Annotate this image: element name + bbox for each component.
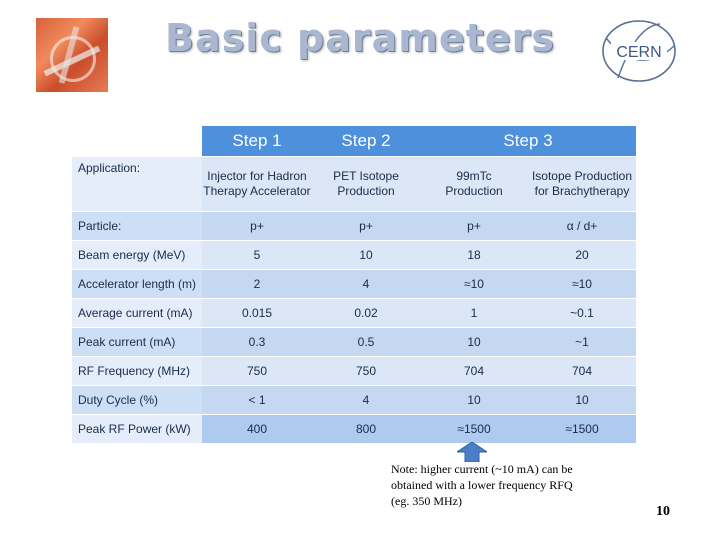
table-cell: 750: [202, 357, 312, 386]
table-cell: PET Isotope Production: [312, 157, 420, 212]
page-title: Basic parameters: [165, 16, 555, 60]
table-cell: 704: [528, 357, 636, 386]
table-cell: Isotope Production for Brachytherapy: [528, 157, 636, 212]
table-header-row: [72, 126, 636, 157]
table-cell: 400: [202, 415, 312, 444]
table-cell: 4: [312, 386, 420, 415]
up-arrow-icon: [457, 442, 487, 462]
table-cell: 10: [420, 386, 528, 415]
table-cell: 5: [202, 241, 312, 270]
table-cell: ≈10: [528, 270, 636, 299]
row-label: Peak current (mA): [72, 328, 202, 357]
table-row: [72, 241, 636, 270]
table-cell: 0.5: [312, 328, 420, 357]
table-cell: 10: [528, 386, 636, 415]
table-cell: 4: [312, 270, 420, 299]
table-cell: ~1: [528, 328, 636, 357]
table-cell: ≈1500: [528, 415, 636, 444]
table-cell: 704: [420, 357, 528, 386]
table-cell: Injector for Hadron Therapy Accelerator: [202, 157, 312, 212]
header-step-1: Step 1: [202, 126, 312, 157]
table-cell: < 1: [202, 386, 312, 415]
table-row: [72, 328, 636, 357]
table-cell: ~0.1: [528, 299, 636, 328]
table-row: [72, 299, 636, 328]
header-step-3: Step 3: [420, 126, 636, 157]
row-label: Average current (mA): [72, 299, 202, 328]
parameters-table: [72, 126, 636, 443]
table-cell: 20: [528, 241, 636, 270]
table-cell: p+: [420, 212, 528, 241]
table-row: [72, 270, 636, 299]
table-cell: 1: [420, 299, 528, 328]
table-cell: 750: [312, 357, 420, 386]
header-step-2: Step 2: [312, 126, 420, 157]
table-cell: ≈10: [420, 270, 528, 299]
table-cell: 800: [312, 415, 420, 444]
row-label: Beam energy (MeV): [72, 241, 202, 270]
page-number: 10: [656, 504, 670, 519]
row-label: Accelerator length (m): [72, 270, 202, 299]
table-cell: 0.3: [202, 328, 312, 357]
row-label: Application:: [72, 157, 202, 212]
table-cell: 2: [202, 270, 312, 299]
table-cell: 0.015: [202, 299, 312, 328]
row-label: RF Frequency (MHz): [72, 357, 202, 386]
table-row: [72, 212, 636, 241]
table-cell: ≈1500: [420, 415, 528, 444]
note-text: Note: higher current (~10 mA) can be obtained with a lower frequency RFQ (eg. 350 MHz): [391, 462, 573, 508]
row-label: Duty Cycle (%): [72, 386, 202, 415]
table-cell: 0.02: [312, 299, 420, 328]
table-cell: 10: [420, 328, 528, 357]
table-row: [72, 157, 636, 212]
cern-logo-text: CERN: [616, 44, 662, 61]
table-cell: 99mTc Production: [420, 157, 528, 212]
table-cell: α / d+: [528, 212, 636, 241]
table-cell: 10: [312, 241, 420, 270]
table-cell: p+: [202, 212, 312, 241]
row-label: Peak RF Power (kW): [72, 415, 202, 444]
table-row: [72, 386, 636, 415]
row-label: Particle:: [72, 212, 202, 241]
table-row: [72, 415, 636, 444]
table-cell: 18: [420, 241, 528, 270]
table-row: [72, 357, 636, 386]
table-cell: p+: [312, 212, 420, 241]
cern-logo: [596, 16, 682, 86]
